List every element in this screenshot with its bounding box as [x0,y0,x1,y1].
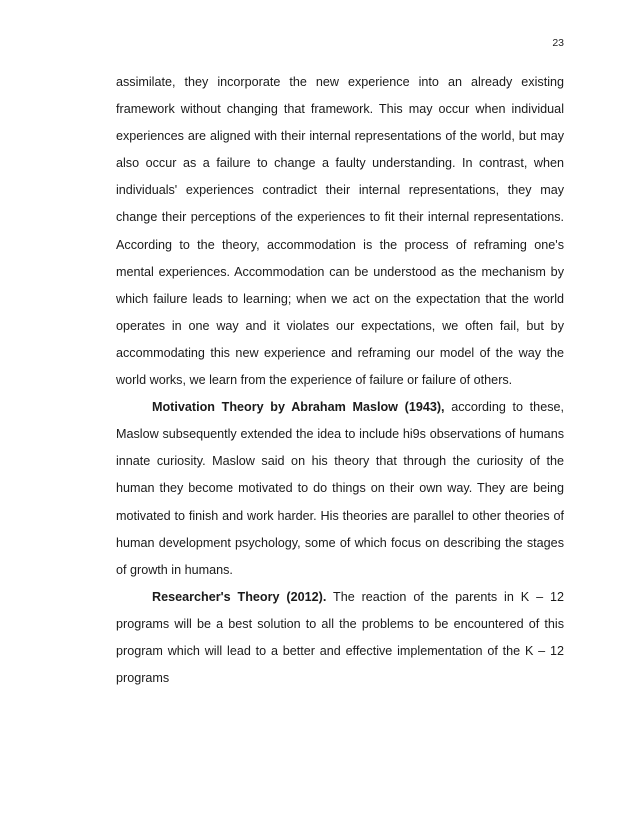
section-heading-maslow: Motivation Theory by Abraham Maslow (1943), [152,400,445,415]
paragraph-researcher [116,584,564,692]
page-number: 23 [552,37,564,49]
body-text [116,69,564,692]
paragraph-text: The reaction of the parents in K – 12 programs will be a best solution to all the problems to be encountered of this program which will lead to a better and effective implementation of the K – 12 programs [116,589,564,686]
paragraph-assimilation [116,69,564,394]
paragraph-text: according to these, Maslow subsequently extended the idea to include hi9s observations of humans innate curiosity. Maslow said on his theory that through the curiosity of the human they become motivated to do things on their own way. They are being motivated to finish and work harder. His theories are parallel to other theories of human development psychology, some of which focus on describing the stages of growth in humans. [116,400,564,577]
paragraph-maslow [116,394,564,584]
section-heading-researcher: Researcher's Theory (2012). [152,589,327,604]
paragraph-text: assimilate, they incorporate the new experience into an already existing framework without changing that framework. This may occur when individual experiences are aligned with their internal representations of the world, but may also occur as a failure to change a faulty understanding. In contrast, when individuals' experiences contradict their internal representations, they may change their perceptions of the experiences to fit their internal representations. According to the theory, accommodation is the process of reframing one's mental experiences. Accommodation can be understood as the mechanism by which failure leads to learning; when we act on the expectation that the world operates in one way and it violates our expectations, we often fail, but by accommodating this new experience and reframing our model of the way the world works, we learn from the experience of failure or failure of others. [116,75,564,388]
